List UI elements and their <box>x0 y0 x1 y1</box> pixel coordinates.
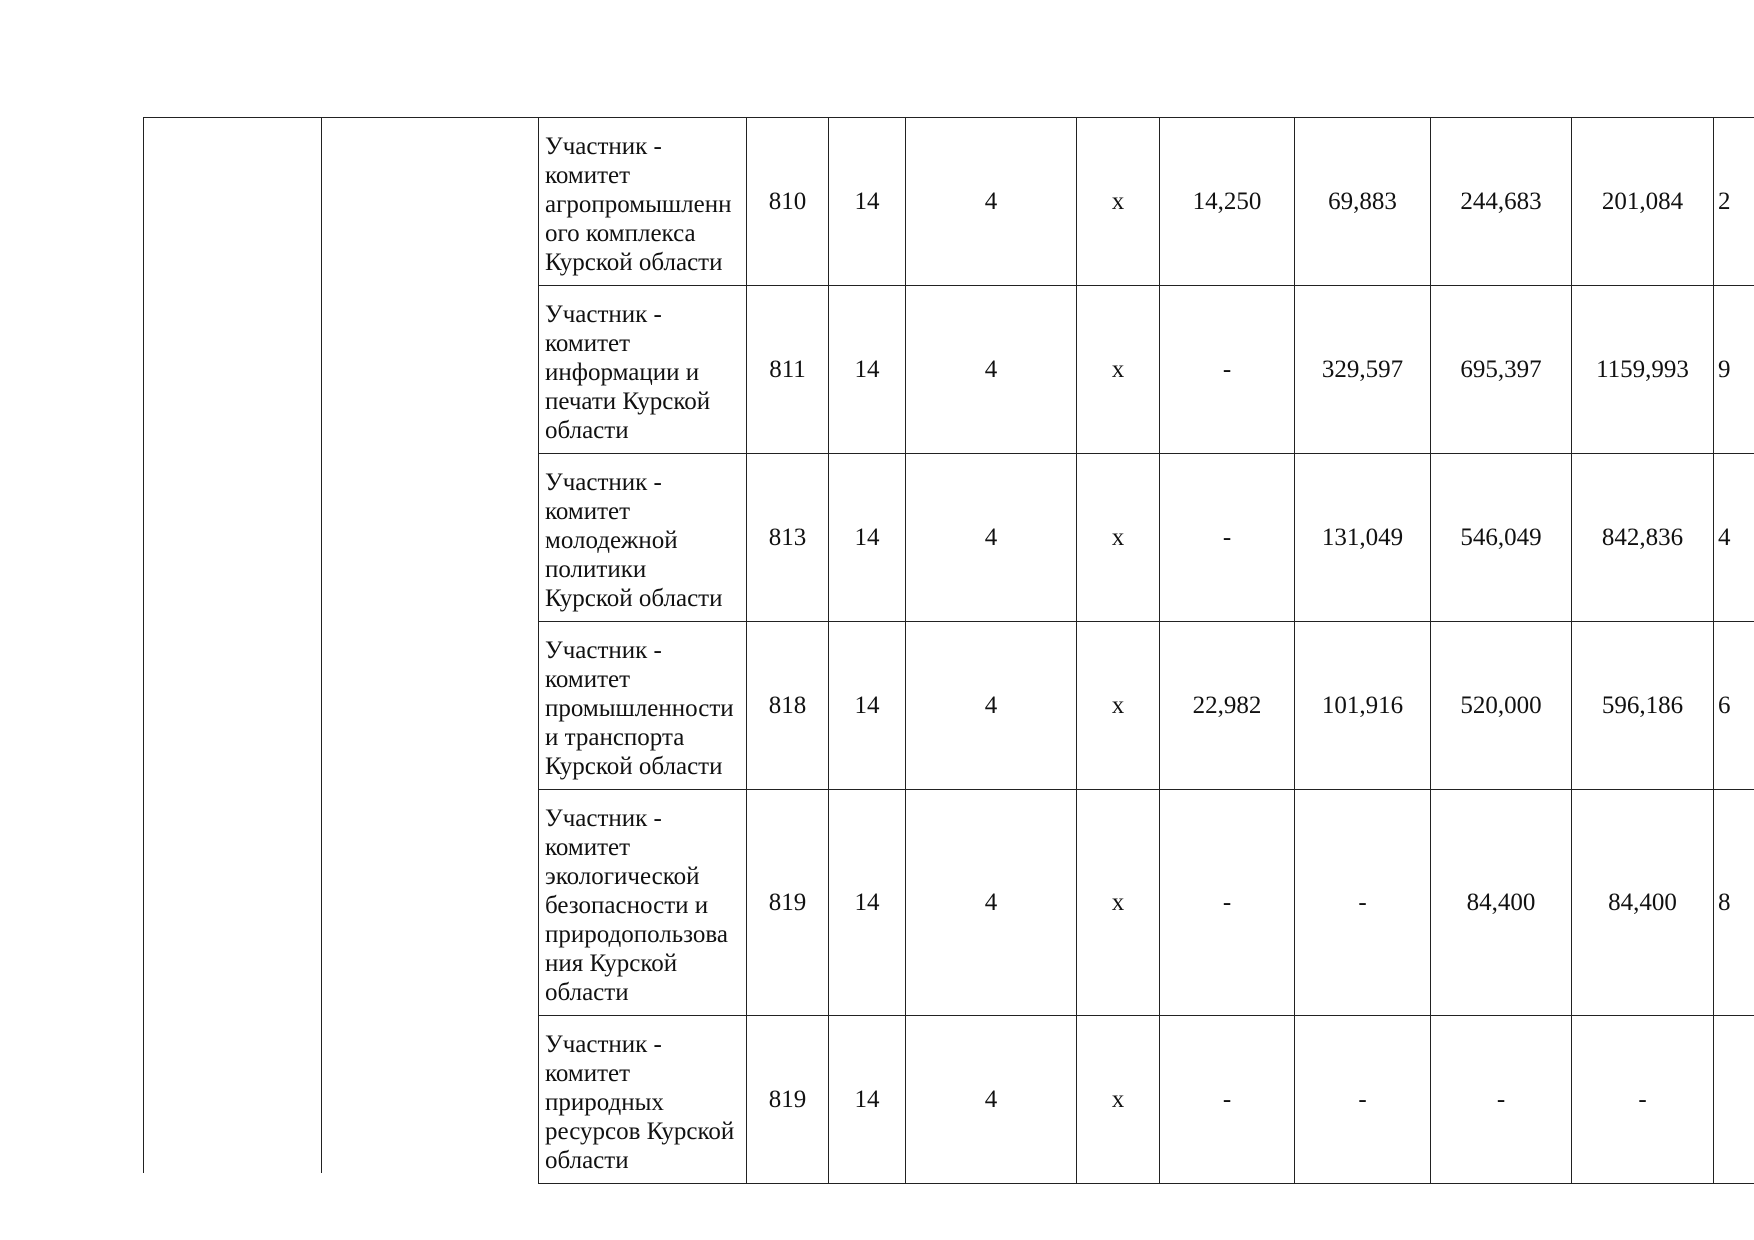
value-cell-2: - <box>1295 790 1431 1016</box>
budget-table-body <box>539 118 1754 1184</box>
name-line: ресурсов Курской <box>545 1118 735 1145</box>
name-line: Участник - <box>545 637 662 664</box>
pgp-code-cell: 4 <box>906 454 1077 622</box>
value-cell-2: 329,597 <box>1295 286 1431 454</box>
value-cell-3: 695,397 <box>1431 286 1572 454</box>
value-cell-3: - <box>1431 1016 1572 1184</box>
name-line: промышленности <box>545 695 734 722</box>
left-border-col1 <box>143 117 144 1173</box>
value-cell-5: 6 <box>1714 622 1754 790</box>
participant-name-cell <box>539 622 747 790</box>
value-cell-4: 596,186 <box>1572 622 1714 790</box>
gp-code-cell: 14 <box>829 790 906 1016</box>
value-cell-4: 84,400 <box>1572 790 1714 1016</box>
table-row <box>539 286 1754 454</box>
table-row <box>539 1016 1754 1184</box>
om-code-cell: x <box>1077 622 1160 790</box>
value-cell-5: 8 <box>1714 790 1754 1016</box>
value-cell-5: 9 <box>1714 286 1754 454</box>
name-line: Участник - <box>545 133 662 160</box>
value-cell-3: 546,049 <box>1431 454 1572 622</box>
value-cell-1: - <box>1160 454 1295 622</box>
pgp-code-cell: 4 <box>906 790 1077 1016</box>
name-line: политики <box>545 556 647 583</box>
gp-code-cell: 14 <box>829 622 906 790</box>
value-cell-2: - <box>1295 1016 1431 1184</box>
value-cell-1: 22,982 <box>1160 622 1295 790</box>
table-row <box>539 622 1754 790</box>
name-line: агропромышленн <box>545 191 732 218</box>
grbs-code-cell: 813 <box>747 454 829 622</box>
name-line: области <box>545 417 629 444</box>
value-cell-3: 84,400 <box>1431 790 1572 1016</box>
name-line: области <box>545 979 629 1006</box>
om-code-cell: x <box>1077 790 1160 1016</box>
value-cell-4: 1159,993 <box>1572 286 1714 454</box>
name-line: Участник - <box>545 805 662 832</box>
value-cell-1: - <box>1160 286 1295 454</box>
pgp-code-cell: 4 <box>906 286 1077 454</box>
value-cell-1: - <box>1160 790 1295 1016</box>
name-line: комитет <box>545 1060 631 1087</box>
om-code-cell: x <box>1077 454 1160 622</box>
name-line: комитет <box>545 498 631 525</box>
name-line: области <box>545 1147 629 1174</box>
grbs-code-cell: 811 <box>747 286 829 454</box>
left-border-col2 <box>321 117 322 1173</box>
name-line: Курской области <box>545 585 723 612</box>
name-line: печати Курской <box>545 388 711 415</box>
value-cell-2: 69,883 <box>1295 118 1431 286</box>
pgp-code-cell: 4 <box>906 622 1077 790</box>
participant-name-cell <box>539 286 747 454</box>
value-cell-3: 520,000 <box>1431 622 1572 790</box>
participant-name-cell <box>539 454 747 622</box>
grbs-code-cell: 818 <box>747 622 829 790</box>
table-row <box>539 454 1754 622</box>
om-code-cell: x <box>1077 118 1160 286</box>
grbs-code-cell: 819 <box>747 790 829 1016</box>
table-row <box>539 118 1754 286</box>
pgp-code-cell: 4 <box>906 1016 1077 1184</box>
name-line: комитет <box>545 162 631 189</box>
pgp-code-cell: 4 <box>906 118 1077 286</box>
name-line: информации и <box>545 359 700 386</box>
name-line: молодежной <box>545 527 678 554</box>
name-line: Участник - <box>545 469 662 496</box>
gp-code-cell: 14 <box>829 118 906 286</box>
participant-name-cell <box>539 118 747 286</box>
name-line: комитет <box>545 666 631 693</box>
name-line: Курской области <box>545 753 723 780</box>
table-row <box>539 790 1754 1016</box>
value-cell-5: 4 <box>1714 454 1754 622</box>
name-line: Участник - <box>545 1031 662 1058</box>
value-cell-5 <box>1714 1016 1754 1184</box>
value-cell-4: 842,836 <box>1572 454 1714 622</box>
om-code-cell: x <box>1077 286 1160 454</box>
name-line: безопасности и <box>545 892 709 919</box>
participant-name-cell <box>539 790 747 1016</box>
grbs-code-cell: 819 <box>747 1016 829 1184</box>
value-cell-2: 101,916 <box>1295 622 1431 790</box>
name-line: ого комплекса <box>545 220 696 247</box>
name-line: Курской области <box>545 249 723 276</box>
grbs-code-cell: 810 <box>747 118 829 286</box>
gp-code-cell: 14 <box>829 454 906 622</box>
name-line: природопользова <box>545 921 728 948</box>
participant-name-cell <box>539 1016 747 1184</box>
name-line: комитет <box>545 834 631 861</box>
value-cell-1: 14,250 <box>1160 118 1295 286</box>
value-cell-2: 131,049 <box>1295 454 1431 622</box>
budget-table <box>538 117 1754 1184</box>
value-cell-5: 2 <box>1714 118 1754 286</box>
om-code-cell: x <box>1077 1016 1160 1184</box>
value-cell-3: 244,683 <box>1431 118 1572 286</box>
name-line: Участник - <box>545 301 662 328</box>
name-line: комитет <box>545 330 631 357</box>
gp-code-cell: 14 <box>829 1016 906 1184</box>
gp-code-cell: 14 <box>829 286 906 454</box>
value-cell-4: 201,084 <box>1572 118 1714 286</box>
name-line: ния Курской <box>545 950 678 977</box>
name-line: природных <box>545 1089 664 1116</box>
name-line: экологической <box>545 863 700 890</box>
value-cell-1: - <box>1160 1016 1295 1184</box>
name-line: и транспорта <box>545 724 685 751</box>
value-cell-4: - <box>1572 1016 1714 1184</box>
